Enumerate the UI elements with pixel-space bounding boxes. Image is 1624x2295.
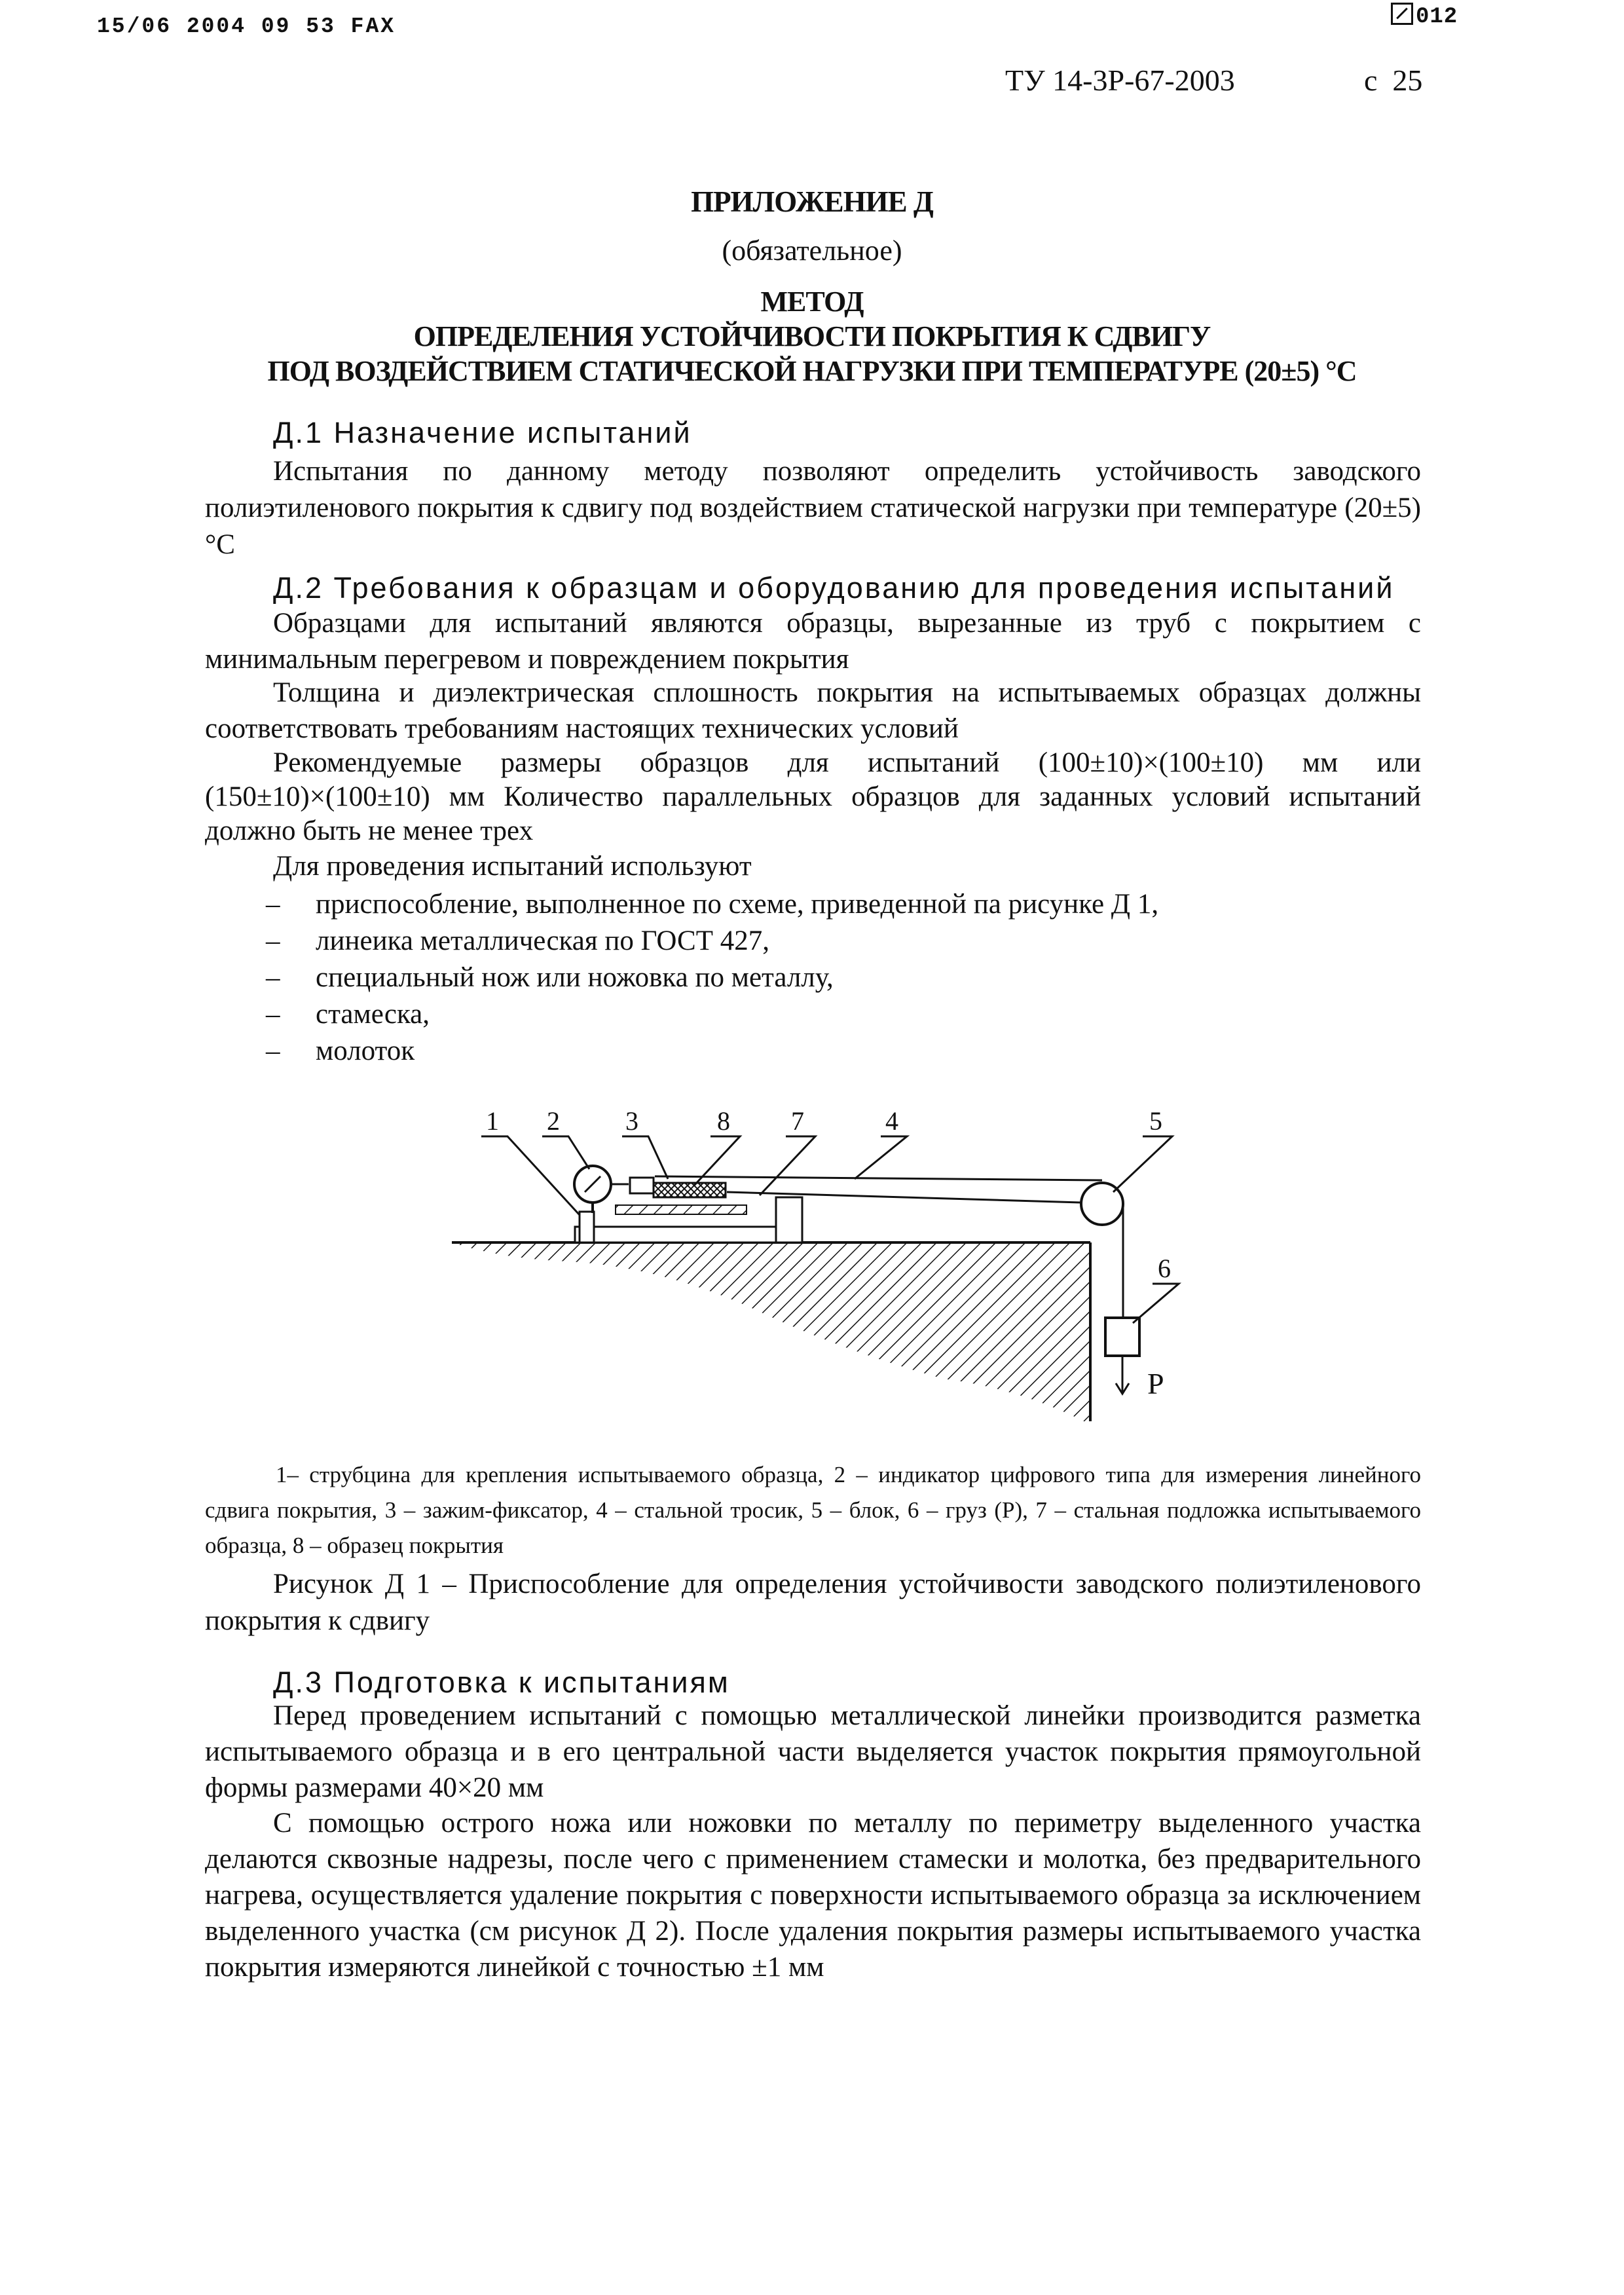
leader-2	[542, 1136, 589, 1169]
clamp-block	[580, 1212, 594, 1242]
figure-label-4: 4	[885, 1106, 898, 1136]
leader-8	[694, 1136, 740, 1185]
paragraph-d2-sizes: Рекомендуемые размеры образцов для испытаний (100±10)×(100±10) мм или (150±10)×(100±10) мм Количество параллельных образцов для заданных условий испытаний должно быть не менее трех	[205, 747, 1421, 846]
document-code: ТУ 14-3Р-67-2003	[1005, 64, 1235, 97]
fax-page-number: 012	[1416, 5, 1458, 29]
figure-label-3: 3	[625, 1106, 638, 1136]
list-dash: –	[266, 999, 280, 1030]
list-item: приспособление, выполненное по схеме, приведенной па рисунке Д 1,	[316, 889, 1159, 920]
leader-6	[1133, 1284, 1179, 1323]
diagram-geometry	[452, 1136, 1179, 1425]
section-heading-d1: Д.1 Назначение испытаний	[273, 416, 692, 449]
method-title-line3: ПОД ВОЗДЕЙСТВИЕМ СТАТИЧЕСКОЙ НАГРУЗКИ ПРИ ТЕМПЕРАТУРЕ (20±5) °С	[267, 355, 1357, 387]
appendix-status: (обязательное)	[722, 234, 902, 267]
list-dash: –	[266, 889, 280, 920]
section-heading-d2: Д.2 Требования к образцам и оборудованию для проведения испытаний	[273, 571, 1395, 605]
steel-cable	[655, 1176, 1102, 1180]
method-title-line1: МЕТОД	[760, 286, 864, 318]
figure-label-7: 7	[791, 1106, 804, 1136]
figure-legend: 1– струбцина для крепления испытываемого образца, 2 – индикатор цифрового типа для измерения линейного сдвига покрытия, 3 – зажим-фиксатор, 4 – стальной тросик, 5 – блок, 6 – груз (Р), 7 – стальная подложка испытываемого образца, 8 – образец покрытия	[205, 1462, 1421, 1558]
list-item: молоток	[316, 1036, 415, 1066]
leader-4	[855, 1136, 907, 1179]
list-item: специальный нож или ножовка по металлу,	[316, 962, 834, 993]
list-item: линеика металлическая по ГОСТ 427,	[316, 925, 769, 956]
list-item: стамеска,	[316, 999, 430, 1030]
paragraph-d1-purpose: Испытания по данному методу позволяют определить устойчивость заводского полиэтиленового покрытия к сдвигу под воздействием статической нагрузки при температуре (20±5) °С	[205, 456, 1421, 560]
fax-header: 15/06 2004 09 53 FAX	[97, 14, 396, 39]
list-dash: –	[266, 1036, 280, 1066]
coating-sample	[654, 1183, 726, 1197]
load-label: P	[1147, 1367, 1164, 1400]
page-number: с 25	[1364, 64, 1423, 97]
figure-label-1: 1	[486, 1106, 499, 1136]
method-title-line2: ОПРЕДЕЛЕНИЯ УСТОЙЧИВОСТИ ПОКРЫТИЯ К СДВИГУ	[413, 320, 1211, 352]
end-stop	[776, 1197, 802, 1242]
paragraph-d2-equipment-intro: Для проведения испытаний используют	[273, 851, 752, 882]
section-heading-d3: Д.3 Подготовка к испытаниям	[273, 1666, 730, 1699]
substrate-section	[616, 1205, 747, 1214]
leader-5	[1113, 1136, 1172, 1192]
leader-1	[481, 1136, 580, 1215]
figure-caption: Рисунок Д 1 – Приспособление для определения устойчивости заводского полиэтиленового покрытия к сдвигу	[205, 1569, 1421, 1636]
steel-substrate	[575, 1227, 788, 1242]
leader-3	[622, 1136, 668, 1179]
figure-label-2: 2	[547, 1106, 560, 1136]
paragraph-d2-samples: Образцами для испытаний являются образцы, вырезанные из труб с покрытием с минимальным перегревом и повреждением покрытия	[205, 608, 1421, 675]
figure-label-8: 8	[717, 1106, 730, 1136]
leader-7	[760, 1136, 815, 1195]
paragraph-d3-marking: Перед проведением испытаний с помощью металлической линейки производится разметка испытываемого образца и в его центральной части выделяется участок покрытия прямоугольной формы размерами 40×20 мм	[205, 1700, 1421, 1803]
appendix-title: ПРИЛОЖЕНИЕ Д	[691, 185, 933, 218]
list-dash: –	[266, 925, 280, 956]
figure-label-6: 6	[1158, 1254, 1171, 1283]
clamp-fixer	[630, 1178, 654, 1193]
paragraph-d3-cutting: С помощью острого ножа или ножовки по металлу по периметру выделенного участка делаются сквозные надрезы, после чего с применением стамески и молотка, без предварительного нагрева, осуществляется удаление покрытия с поверхности испытываемого образца за исключением выделенного участка (см рисунок Д 2). После удаления покрытия размеры испытываемого участка покрытия измеряются линейкой с точностью ±1 мм	[205, 1808, 1421, 1983]
base-hatching	[452, 1242, 1090, 1425]
weight	[1105, 1318, 1139, 1356]
paragraph-d2-thickness: Толщина и диэлектрическая сплошность покрытия на испытываемых образцах должны соответствовать требованиям настоящих технических условий	[205, 677, 1421, 744]
list-dash: –	[266, 962, 280, 993]
figure-label-5: 5	[1149, 1106, 1162, 1136]
